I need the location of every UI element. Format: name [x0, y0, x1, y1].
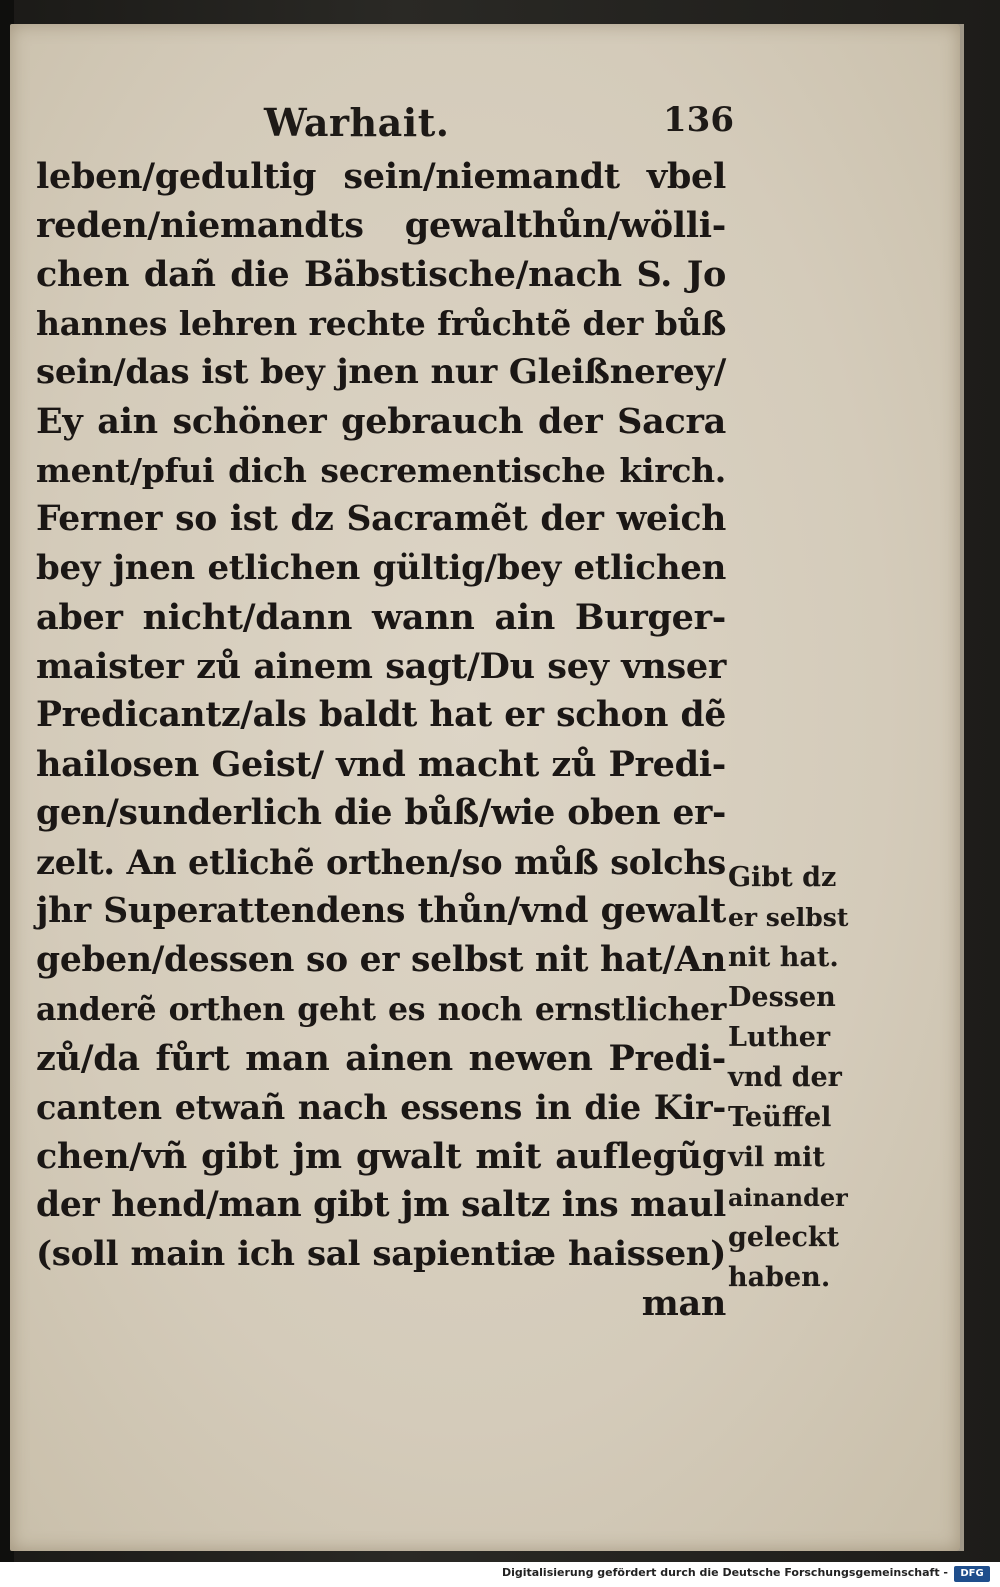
text-line: gen/sunderlich die bůß/wie oben er-	[36, 793, 726, 833]
text-line: maister zů ainem sagt/Du sey vnser	[36, 646, 726, 687]
text-line: zů/da fůrt man ainen newen Predi-	[36, 1038, 726, 1079]
text-line: (soll main ich sal sapientiæ haissen)	[36, 1234, 726, 1274]
text-line: reden/niemandts gewalthůn/wölli-	[36, 205, 726, 246]
margin-note-line: vil mit	[728, 1142, 825, 1173]
text-line: jhr Superattendens thůn/vnd gewalt	[36, 891, 726, 931]
margin-note-line: er selbst	[728, 903, 849, 932]
body-text	[36, 152, 726, 1328]
margin-note	[728, 858, 848, 1298]
footer-bar	[0, 1562, 1000, 1587]
text-line: hailosen Geist/ vnd macht zů Predi-	[36, 744, 726, 785]
page-number: 136	[663, 100, 734, 140]
text-line: Ferner so ist dz Sacramẽt der weich	[36, 499, 726, 539]
text-line: leben/gedultig sein/niemandt vbel	[36, 156, 726, 197]
text-line: ment/pfui dich secrementische kirch.	[36, 451, 726, 490]
text-line: zelt. An etlichẽ orthen/so můß solchs	[36, 843, 726, 882]
page-header	[264, 100, 734, 150]
margin-note-line: Teüffel	[728, 1102, 832, 1133]
text-line: anderẽ orthen geht es noch ernstlicher	[36, 991, 726, 1028]
margin-note-line: Luther	[728, 1022, 831, 1053]
text-line: bey jnen etlichen gültig/bey etlichen	[36, 548, 726, 588]
margin-note-line: Dessen	[728, 982, 836, 1013]
margin-note-line: haben.	[728, 1262, 831, 1293]
text-line: chen/vñ gibt jm gwalt mit auflegũg	[36, 1136, 726, 1177]
text-line: hannes lehren rechte frůchtẽ der bůß	[36, 304, 726, 343]
digitization-credit: Digitalisierung gefördert durch die Deutsche Forschungsgemeinschaft -	[501, 1566, 948, 1579]
margin-note-line: ainander	[728, 1183, 848, 1212]
margin-note-line: geleckt	[728, 1222, 840, 1253]
text-line: Predicantz/als baldt hat er schon dẽ	[36, 695, 726, 735]
text-line: Ey ain schöner gebrauch der Sacra	[36, 401, 726, 442]
text-line: geben/dessen so er selbst nit hat/An	[36, 940, 726, 980]
catchword: man	[641, 1283, 726, 1324]
margin-note-line: nit hat.	[728, 942, 839, 973]
text-line: canten etwañ nach essens in die Kir-	[36, 1088, 726, 1127]
text-line: chen dañ die Bäbstische/nach S. Jo	[36, 254, 726, 295]
text-line: aber nicht/dann wann ain Burger-	[36, 597, 726, 638]
margin-note-line: Gibt dz	[728, 862, 837, 893]
text-line: der hend/man gibt jm saltz ins maul	[36, 1185, 726, 1225]
text-line: sein/das ist bey jnen nur Gleißnerey/	[36, 352, 726, 392]
running-head: Warhait.	[264, 100, 450, 145]
margin-note-line: vnd der	[728, 1062, 842, 1093]
dfg-logo: DFG	[954, 1566, 990, 1582]
